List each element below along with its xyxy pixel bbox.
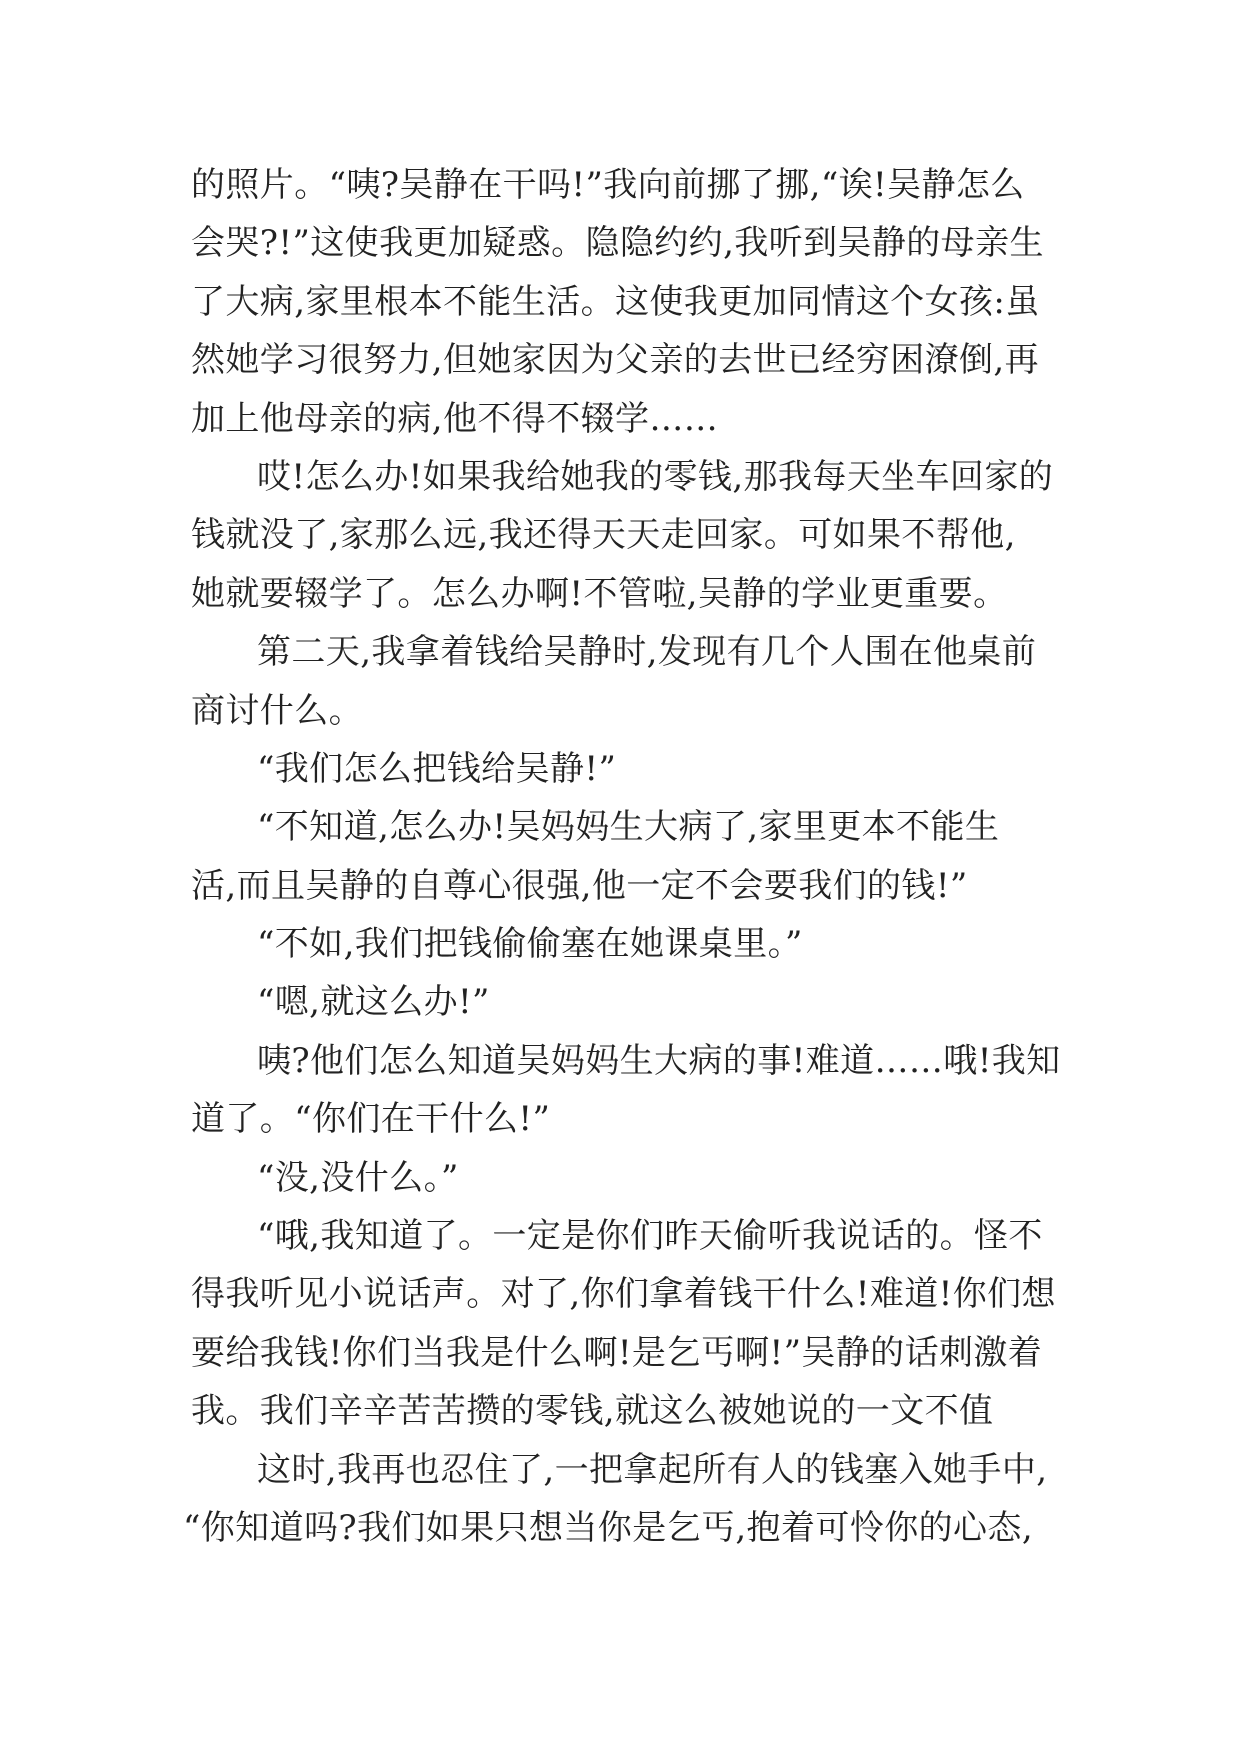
text-line: 加上他母亲的病,他不得不辍学…… xyxy=(191,398,719,439)
text-line: 然她学习很努力,但她家因为父亲的去世已经穷困潦倒,再 xyxy=(191,340,1040,381)
text-line: 得我听见小说话声。对了,你们拿着钱干什么!难道!你们想 xyxy=(191,1274,1056,1315)
text-line: “你知道吗?我们如果只想当你是乞丐,抱着可怜你的心态, xyxy=(183,1507,1034,1548)
body-text xyxy=(183,156,1071,1557)
dialogue-line: “哦,我知道了。一定是你们昨天偷听我说话的。怪不 xyxy=(257,1216,1043,1257)
text-line: 道了。“你们在干什么!” xyxy=(191,1099,551,1140)
paragraph-start-line: 咦?他们怎么知道吴妈妈生大病的事!难道……哦!我知 xyxy=(257,1040,1061,1081)
paragraph-start-line: 第二天,我拿着钱给吴静时,发现有几个人围在他桌前 xyxy=(257,632,1037,673)
text-line: 了大病,家里根本不能生活。这使我更加同情这个女孩:虽 xyxy=(191,281,1040,322)
dialogue-line: “嗯,就这么办!” xyxy=(257,982,490,1023)
text-line: 要给我钱!你们当我是什么啊!是乞丐啊!”吴静的话刺激着 xyxy=(191,1332,1043,1373)
text-line: 会哭?!”这使我更加疑惑。隐隐约约,我听到吴静的母亲生 xyxy=(191,223,1044,264)
text-line: 商讨什么。 xyxy=(191,690,363,731)
dialogue-line: “没,没什么。” xyxy=(257,1157,459,1198)
text-line: 活,而且吴静的自尊心很强,他一定不会要我们的钱!” xyxy=(191,865,968,906)
paragraph-start-line: 哎!怎么办!如果我给她我的零钱,那我每天坐车回家的 xyxy=(257,456,1054,497)
dialogue-line: “不如,我们把钱偷偷塞在她课桌里。” xyxy=(257,924,803,965)
paragraph-start-line: 这时,我再也忍住了,一把拿起所有人的钱塞入她手中, xyxy=(257,1449,1048,1490)
text-line: 我。我们辛辛苦苦攒的零钱,就这么被她说的一文不值 xyxy=(191,1391,994,1432)
text-line: 她就要辍学了。怎么办啊!不管啦,吴静的学业更重要。 xyxy=(191,573,1008,614)
text-line: 钱就没了,家那么远,我还得天天走回家。可如果不帮他, xyxy=(191,515,1016,556)
dialogue-line: “不知道,怎么办!吴妈妈生大病了,家里更本不能生 xyxy=(257,807,1000,848)
dialogue-line: “我们怎么把钱给吴静!” xyxy=(257,748,617,789)
text-line: 的照片。“咦?吴静在干吗!”我向前挪了挪,“诶!吴静怎么 xyxy=(191,165,1025,205)
